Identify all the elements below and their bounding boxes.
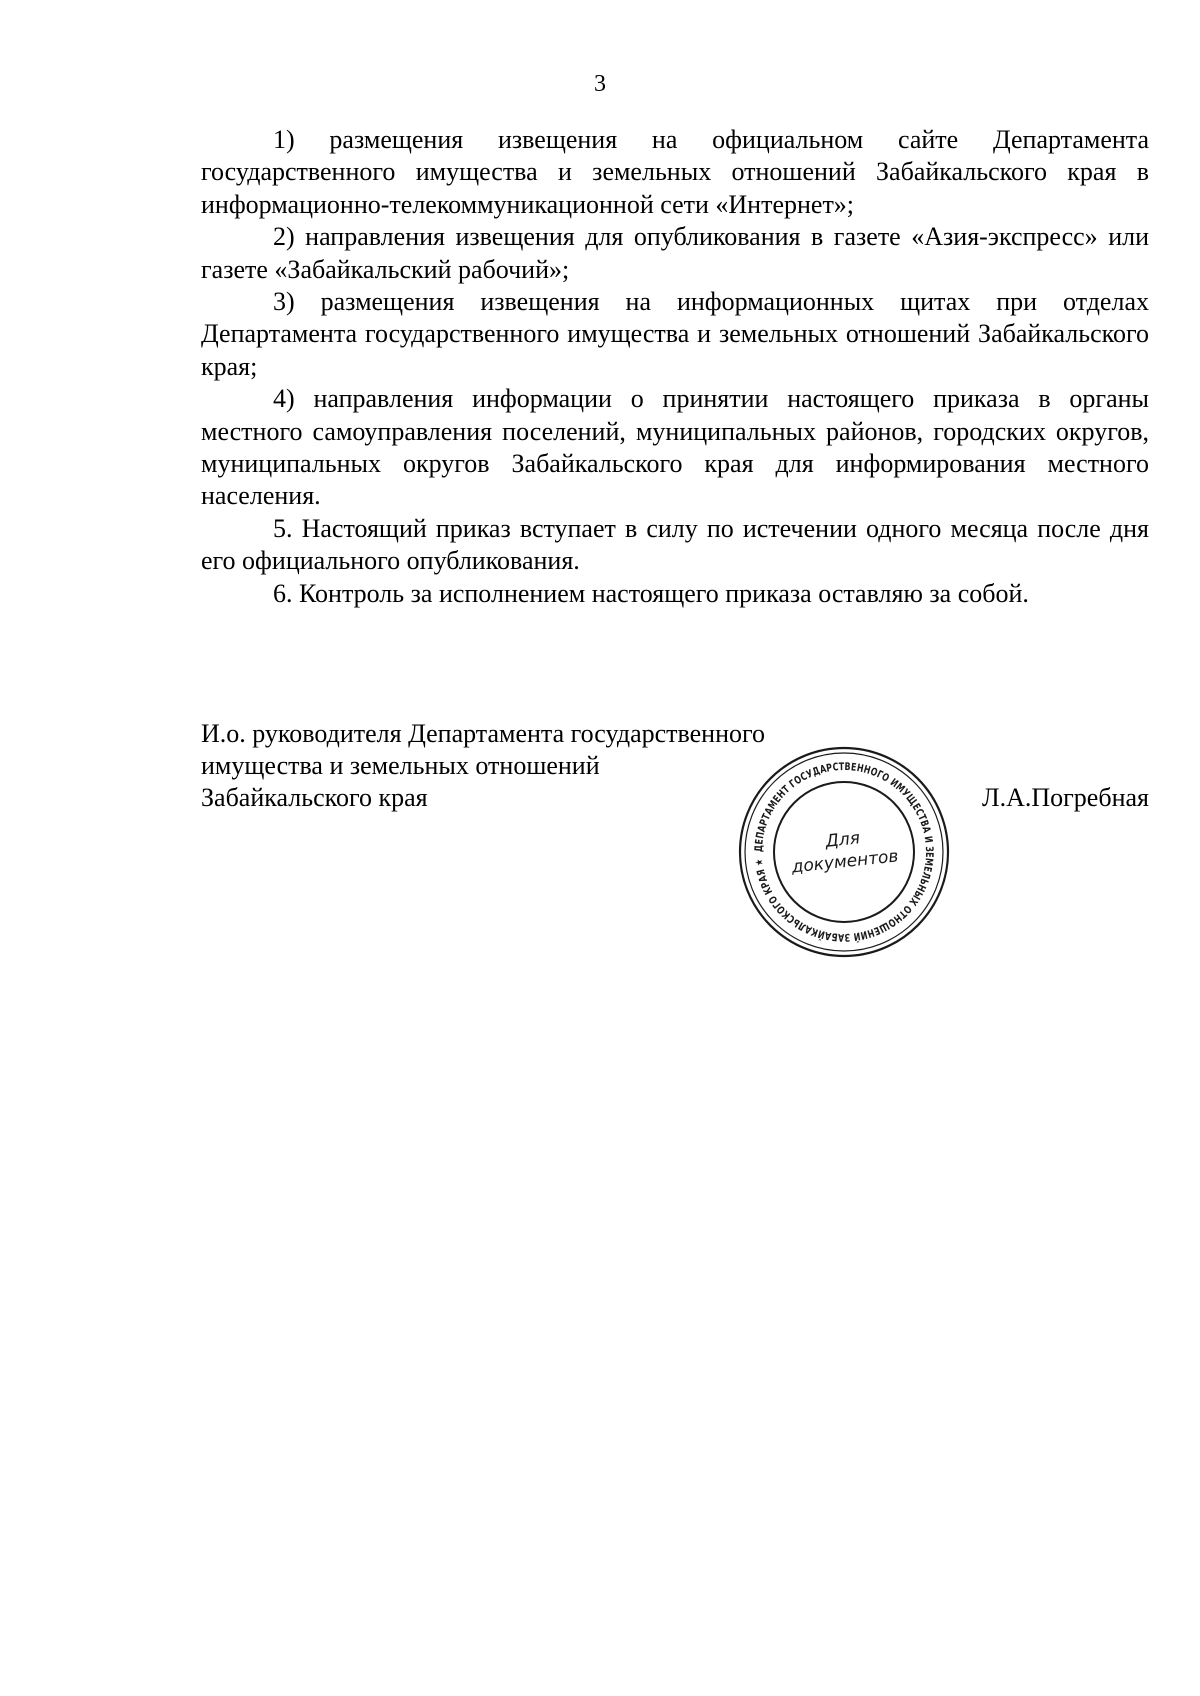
signer-title-line-1: И.о. руководителя Департамента государственного — [201, 719, 766, 748]
paragraph-item-6: 6. Контроль за исполнением настоящего приказа оставляю за собой. — [273, 578, 1029, 608]
page-number: 3 — [594, 71, 606, 97]
seal-center-line-2: документов — [790, 846, 900, 878]
seal-center-line-1: Для — [824, 828, 861, 852]
seal-ring-text: ДЕПАРТАМЕНТ ГОСУДАРСТВЕННОГО ИМУЩЕСТВА И ЗЕМЕЛЬНЫХ ОТНОШЕНИЙ ЗАБАЙКАЛЬСКОГО КРАЯ ★ — [752, 760, 936, 944]
paragraph-item-5: 5. Настоящий приказ вступает в силу по истечении одного месяца после дня его официального опубликования. — [201, 513, 1149, 576]
official-seal — [737, 745, 951, 959]
document-body — [201, 124, 1149, 610]
paragraph-item-4: 4) направления информации о принятии настоящего приказа в органы местного самоуправления поселений, муниципальных районов, городских округов, муниципальных округов Забайкальского края для информирования местного населения. — [201, 384, 1149, 511]
signature-block — [201, 718, 1149, 812]
paragraph-item-2: 2) направления извещения для опубликования в газете «Азия-экспресс» или газете «Забайкальский рабочий»; — [201, 222, 1149, 284]
paragraph-item-3: 3) размещения извещения на информационных щитах при отделах Департамента государственного имущества и земельных отношений Забайкальского края; — [201, 287, 1149, 381]
signer-title-line-3: Забайкальского края — [201, 783, 428, 812]
signer-name: Л.А.Погребная — [981, 783, 1149, 812]
seal-icon — [737, 745, 951, 959]
signer-title-line-2: имущества и земельных отношений — [201, 751, 600, 780]
paragraph-item-1: 1) размещения извещения на официальном сайте Департамента государственного имущества и земельных отношений Забайкальского края в информационно-телекоммуникационной сети «Интернет»; — [201, 125, 1149, 219]
